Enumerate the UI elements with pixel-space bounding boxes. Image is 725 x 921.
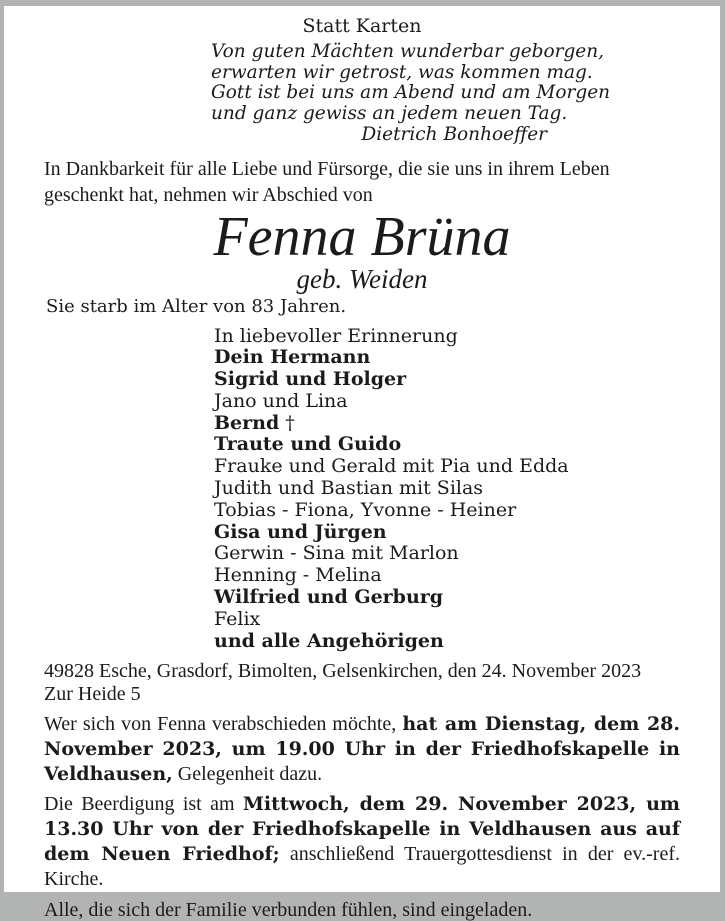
mourner-line (214, 522, 720, 544)
text-segment: Jano und Lina (214, 389, 348, 412)
poem-lines (211, 41, 611, 124)
maiden-name: geb. Weiden (296, 263, 428, 294)
deceased-name: Fenna Brüna (213, 205, 511, 268)
poem-line: Gott ist bei uns am Abend und am Morgen (211, 82, 611, 103)
bold-text-segment: Traute und Guido (214, 433, 402, 456)
bold-text-segment: Bernd (214, 411, 280, 434)
bold-text-segment: Sigrid und Holger (214, 368, 407, 391)
text-segment: Tobias - Fiona, Yvonne - Heiner (214, 498, 517, 521)
mourner-line (214, 565, 720, 587)
mourner-line (214, 326, 720, 348)
address-line: Zur Heide 5 (44, 683, 141, 706)
bold-text-segment: und alle Angehörigen (214, 629, 444, 652)
bold-text-segment: Dein Hermann (214, 346, 371, 369)
bold-text-segment: hat am Dienstag, dem 28. November 2023, um 19.00 Uhr in der Friedhofskapelle in Veldhausen, (44, 713, 680, 786)
mourner-line (214, 587, 720, 609)
place-date-line: 49828 Esche, Grasdorf, Bimolten, Gelsenkirchen, den 24. November 2023 (44, 660, 642, 683)
bold-text-segment: Mittwoch, dem 29. November 2023, um 13.30 Uhr von der Friedhofskapelle in Veldhausen aus auf dem Neuen Friedhof; (44, 793, 680, 866)
mourners-list (214, 326, 720, 653)
text-segment: Gelegenheit dazu. (172, 763, 323, 786)
text-segment: Gerwin - Sina mit Marlon (214, 542, 459, 565)
intro-paragraph: In Dankbarkeit für alle Liebe und Fürsorge, die sie uns in ihrem Leben geschenkt hat, nehmen wir Abschied von (44, 157, 610, 206)
text-segment: Frauke und Gerald mit Pia und Edda (214, 455, 569, 478)
bold-text-segment: Gisa und Jürgen (214, 520, 387, 543)
poem-line: erwarten wir getrost, was kommen mag. (211, 61, 593, 83)
text-segment: Wer sich von Fenna verabschieden möchte, (44, 713, 403, 736)
mourner-line (214, 434, 720, 456)
mourner-line (214, 369, 720, 391)
poem-line: und ganz gewiss an jedem neuen Tag. (211, 102, 568, 124)
text-segment: In liebevoller Erinnerung (214, 324, 458, 347)
mourner-line (214, 347, 720, 369)
mourner-line (214, 456, 720, 478)
text-segment: Die Beerdigung ist am (44, 793, 243, 816)
closing-line: Alle, die sich der Familie verbunden fühlen, sind eingeladen. (44, 899, 533, 921)
pre-header: Statt Karten (302, 15, 422, 37)
poem-block (211, 41, 611, 146)
poem-line: Von guten Mächten wunderbar geborgen, (211, 41, 605, 62)
mourner-line (214, 391, 720, 413)
bold-text-segment: Wilfried und Gerburg (214, 586, 444, 609)
mourner-line (214, 478, 720, 500)
poem-attribution: Dietrich Bonhoeffer (361, 124, 547, 145)
burial-paragraph (44, 792, 680, 892)
mourner-line (214, 543, 720, 565)
text-segment: Henning - Melina (214, 564, 382, 587)
text-segment: Judith und Bastian mit Silas (214, 477, 484, 500)
mourner-line (214, 413, 720, 435)
mourner-line (214, 631, 720, 653)
age-line: Sie starb im Alter von 83 Jahren. (46, 295, 347, 317)
farewell-paragraph (44, 712, 680, 787)
text-segment: Felix (214, 607, 261, 630)
mourner-line (214, 500, 720, 522)
text-segment: anschließend Trauergottesdienst in der ev.-ref. Kirche. (44, 843, 680, 891)
text-segment: † (279, 411, 295, 434)
mourner-line (214, 609, 720, 631)
